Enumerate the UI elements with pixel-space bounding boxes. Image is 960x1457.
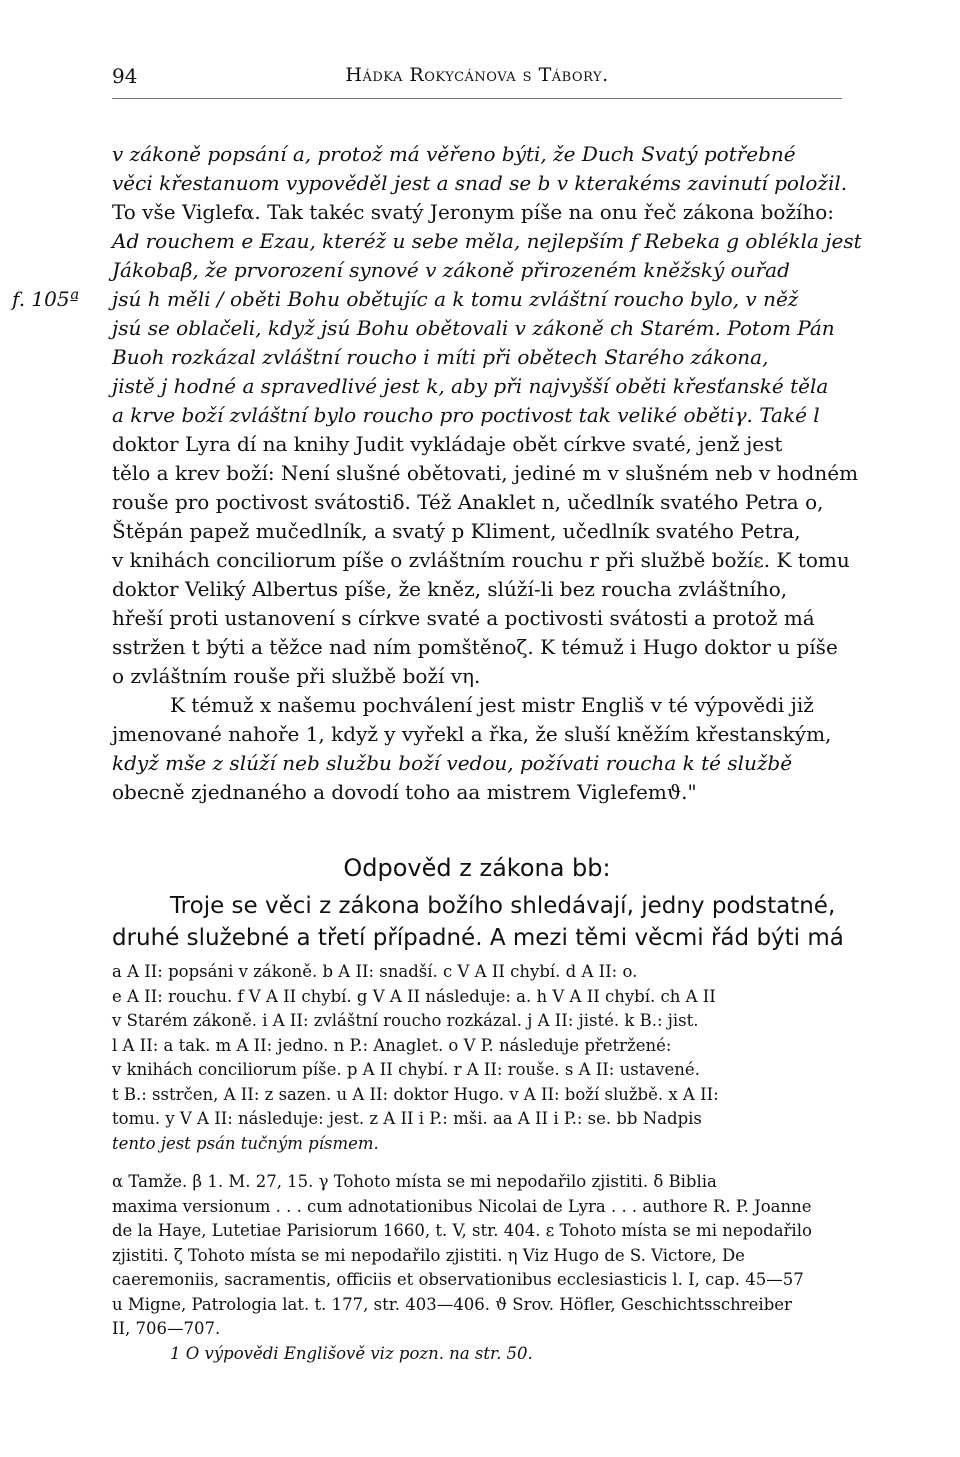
note-line: t B.: sstrčen, A II: z sazen. u A II: doktor Hugo. v A II: boží službě. x A II:	[112, 1084, 719, 1104]
text-line: hřeší proti ustanovení s církve svaté a poctivosti svátosti a protož má	[112, 606, 815, 630]
text-line: rouše pro poctivost svátostiδ. Též Anaklet n, učedlník svatého Petra o,	[112, 490, 824, 514]
text-line: tělo a krev boží: Není slušné obětovati, jediné m v slušném neb v hodném	[112, 461, 859, 485]
note-line: tomu. y V A II: následuje: jest. z A II i P.: mši. aa A II i P.: se. bb Nadpis	[112, 1109, 702, 1128]
note-line: maxima versionum . . . cum adnotationibus Nicolai de Lyra . . . authore R. P. Joanne	[112, 1196, 812, 1216]
text-line: doktor Veliký Albertus píše, že kněz, slúží-li bez roucha zvláštního,	[112, 577, 788, 601]
text-line: sstržen t býti a těžce nad ním pomštěnoζ. K témuž i Hugo doktor u píše	[112, 635, 838, 659]
note-line: II, 706—707.	[112, 1319, 221, 1338]
text-line: jistě j hodné a spravedlivé jest k, aby při najvyšší oběti křesťanské těla	[112, 374, 829, 398]
text-line: Ad rouchem e Ezau, kteréž u sebe měla, nejlepším f Rebeka g oblékla jest	[112, 229, 862, 253]
note-line: u Migne, Patrologia lat. t. 177, str. 403—406. ϑ Srov. Höfler, Geschichtsschreiber	[112, 1294, 792, 1314]
text-line: Jákobaβ, že prvorození synové v zákoně přirozeném kněžský ouřad	[112, 258, 790, 282]
text-line: o zvláštním rouše při službě boží vη.	[112, 664, 481, 688]
text-line: v knihách conciliorum píše o zvláštním rouchu r při službě božíε. K tomu	[112, 548, 850, 572]
running-title: Hádka Rokycánova s Tábory.	[345, 64, 609, 86]
note-line: de la Haye, Lutetiae Parisiorum 1660, t. V, str. 404. ε Tohoto místa se mi nepodařilo	[112, 1221, 812, 1240]
header-rule	[112, 98, 842, 99]
note-line: α Tamže. β 1. M. 27, 15. γ Tohoto místa se mi nepodařilo zjistiti. δ Biblia	[112, 1172, 717, 1191]
text-line: obecně zjednaného a dovodí toho aa mistrem Viglefemϑ."	[112, 780, 697, 804]
main-text	[12, 140, 862, 807]
textual-notes	[112, 960, 842, 1156]
text-line: druhé služebné a třetí případné. A mezi těmi věcmi řád býti má	[112, 925, 844, 951]
text-line: To vše Viglefα. Tak takéc svatý Jeronym píše na onu řeč zákona božího:	[112, 200, 835, 224]
page-number: 94	[112, 64, 138, 88]
note-line: tento jest psán tučným písmem.	[112, 1133, 379, 1153]
text-line: jmenované nahoře 1, když y vyřekl a řka, že sluší kněžím křestanským,	[112, 722, 832, 746]
text-line: doktor Lyra dí na knihy Judit vykládaje obět církve svaté, jenž jest	[112, 432, 783, 456]
note-line: v knihách conciliorum píše. p A II chybí. r A II: rouše. s A II: ustavené.	[112, 1060, 700, 1079]
text-line: K témuž x našemu pochválení jest mistr Engliš v té výpovědi již	[170, 693, 814, 717]
note-line: 1 O výpovědi Englišově viz pozn. na str. 50.	[170, 1343, 533, 1363]
source-notes	[112, 1170, 842, 1366]
note-line: caeremoniis, sacramentis, officiis et observationibus ecclesiasticis l. I, cap. 45—57	[112, 1270, 804, 1289]
text-line: a krve boží zvláštní bylo roucho pro poctivost tak veliké obětiγ. Také l	[112, 403, 820, 427]
text-line: když mše z slúží neb službu boží vedou, požívati roucha k té službě	[112, 751, 793, 775]
text-line: jsú se oblačeli, když jsú Bohu obětovali v zákoně ch Starém. Potom Pán	[112, 316, 835, 340]
page-header	[112, 64, 842, 88]
section-heading: Odpověd z zákona bb:	[343, 854, 611, 882]
note-line: v Starém zákoně. i A II: zvláštní roucho rozkázal. j A II: jisté. k B.: jist.	[112, 1011, 699, 1030]
text-line: Troje se věci z zákona božího shledávají, jedny podstatné,	[170, 893, 836, 919]
note-line: e A II: rouchu. f V A II chybí. g V A II následuje: a. h V A II chybí. ch A II	[112, 986, 716, 1006]
note-line: zjistiti. ζ Tohoto místa se mi nepodařilo zjistiti. η Viz Hugo de S. Victore, De	[112, 1245, 745, 1265]
text-line: Buoh rozkázal zvláštní roucho i míti při obětech Starého zákona,	[112, 345, 769, 369]
text-line: jsú h měli / oběti Bohu obětujíc a k tomu zvláštní roucho bylo, v něž	[112, 287, 799, 311]
section-text	[112, 890, 842, 954]
text-line: v zákoně popsání a, protož má věřeno býti, že Duch Svatý potřebné	[112, 142, 796, 166]
text-line-with-margin	[12, 285, 842, 314]
text-line: Štěpán papež mučedlník, a svatý p Kliment, učedlník svatého Petra,	[112, 519, 801, 543]
margin-note: f. 105ª	[12, 287, 80, 311]
note-line: l A II: a tak. m A II: jedno. n P.: Anaglet. o V P. následuje přetržené:	[112, 1035, 672, 1055]
note-line: a A II: popsáni v zákoně. b A II: snadší. c V A II chybí. d A II: o.	[112, 962, 638, 981]
text-line: věci křestanuom vypověděl jest a snad se b v kterakéms zavinutí položil.	[112, 171, 848, 195]
